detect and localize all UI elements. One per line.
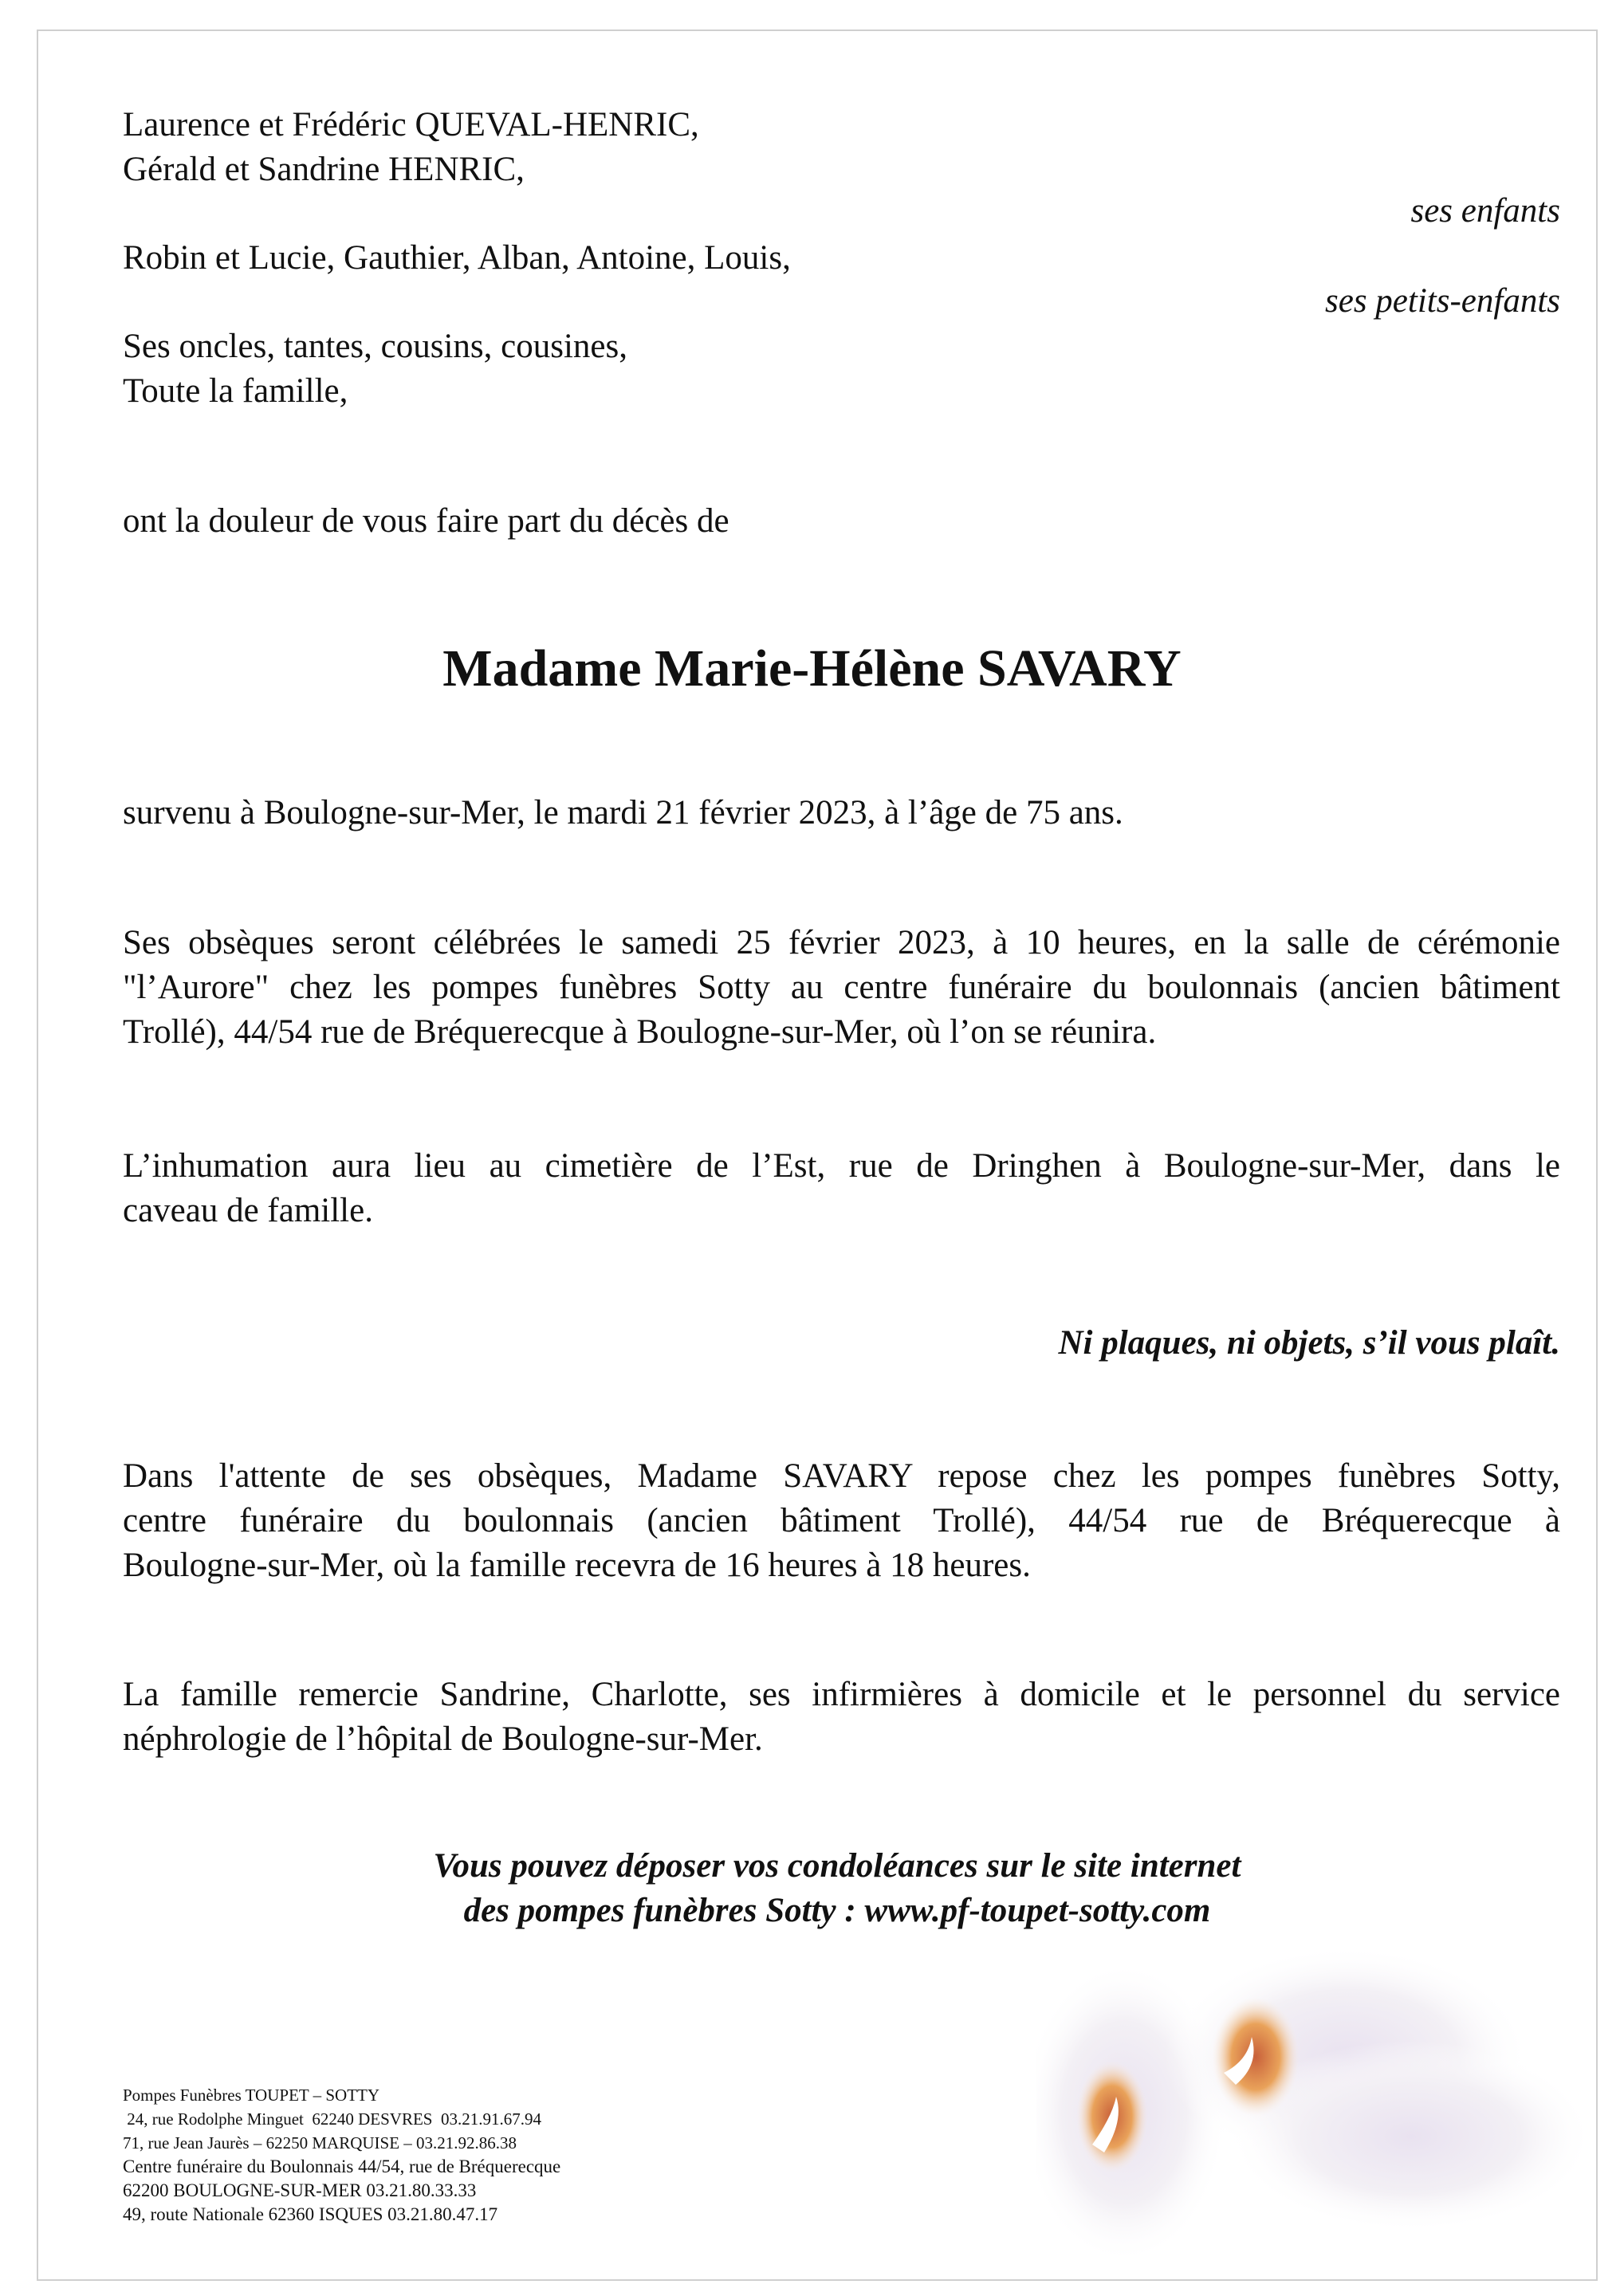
footer-line: 49, route Nationale 62360 ISQUES 03.21.80.47.17 <box>123 2204 498 2224</box>
viewing-paragraph <box>123 1454 1560 1588</box>
paragraph-line: Ses obsèques seront célébrées le samedi 25 février 2023, à 10 heures, en la salle de cérémonie <box>123 924 1560 961</box>
paragraph-line: centre funéraire du boulonnais (ancien bâtiment Trollé), 44/54 rue de Bréquerecque à <box>123 1502 1560 1539</box>
death-info: survenu à Boulogne-sur-Mer, le mardi 21 février 2023, à l’âge de 75 ans. <box>123 794 1123 832</box>
child-line: Gérald et Sandrine HENRIC, <box>123 151 525 188</box>
no-flowers-notice: Ni plaques, ni objets, s’il vous plaît. <box>1058 1324 1560 1362</box>
family-line: Toute la famille, <box>123 372 348 410</box>
footer-line: Pompes Funèbres TOUPET – SOTTY <box>123 2086 380 2105</box>
deceased-name: Madame Marie-Hélène SAVARY <box>442 639 1182 698</box>
orchid-image <box>1036 1945 1624 2296</box>
thanks-paragraph <box>123 1673 1560 1762</box>
paragraph-line: Trollé), 44/54 rue de Bréquerecque à Boulogne-sur-Mer, où l’on se réunira. <box>123 1013 1157 1051</box>
paragraph-line: néphrologie de l’hôpital de Boulogne-sur-Mer. <box>123 1720 763 1758</box>
child-line: Laurence et Frédéric QUEVAL-HENRIC, <box>123 106 699 144</box>
condolences-line: Vous pouvez déposer vos condoléances sur le site internet <box>433 1847 1241 1885</box>
footer-line: 62200 BOULOGNE-SUR-MER 03.21.80.33.33 <box>123 2180 477 2200</box>
flower-center <box>1212 1997 1300 2117</box>
burial-paragraph <box>123 1144 1560 1233</box>
paragraph-line: L’inhumation aura lieu au cimetière de l’Est, rue de Dringhen à Boulogne-sur-Mer, dans le <box>123 1147 1560 1185</box>
funeral-paragraph <box>123 921 1560 1055</box>
family-line: Ses oncles, tantes, cousins, cousines, <box>123 328 627 365</box>
condolences-notice <box>0 1844 1624 1933</box>
other-family <box>123 324 1560 414</box>
condolences-website[interactable]: des pompes funèbres Sotty : www.pf-toupet-sotty.com <box>463 1892 1211 1929</box>
children-names <box>123 103 1560 192</box>
children-label: ses enfants <box>1410 192 1560 230</box>
paragraph-line: caveau de famille. <box>123 1192 373 1229</box>
grandchildren-names: Robin et Lucie, Gauthier, Alban, Antoine, Louis, <box>123 239 791 277</box>
paragraph-line: Dans l'attente de ses obsèques, Madame SAVARY repose chez les pompes funèbres Sotty, <box>123 1457 1560 1495</box>
footer-line: Centre funéraire du Boulonnais 44/54, rue de Bréquerecque <box>123 2156 561 2176</box>
paragraph-line: La famille remercie Sandrine, Charlotte, ses infirmières à domicile et le personnel du service <box>123 1676 1560 1713</box>
footer-line: 71, rue Jean Jaurès – 62250 MARQUISE – 03.21.92.86.38 <box>123 2133 517 2152</box>
footer-line: 24, rue Rodolphe Minguet 62240 DESVRES 03.21.91.67.94 <box>123 2109 541 2129</box>
paragraph-line: Boulogne-sur-Mer, où la famille recevra de 16 heures à 18 heures. <box>123 1547 1031 1584</box>
paragraph-line: "l’Aurore" chez les pompes funèbres Sotty au centre funéraire du boulonnais (ancien bâtiment <box>123 969 1560 1006</box>
announcement: ont la douleur de vous faire part du décès de <box>123 502 729 540</box>
funeral-home-contact <box>123 2083 560 2227</box>
grandchildren-label: ses petits-enfants <box>1325 282 1560 320</box>
